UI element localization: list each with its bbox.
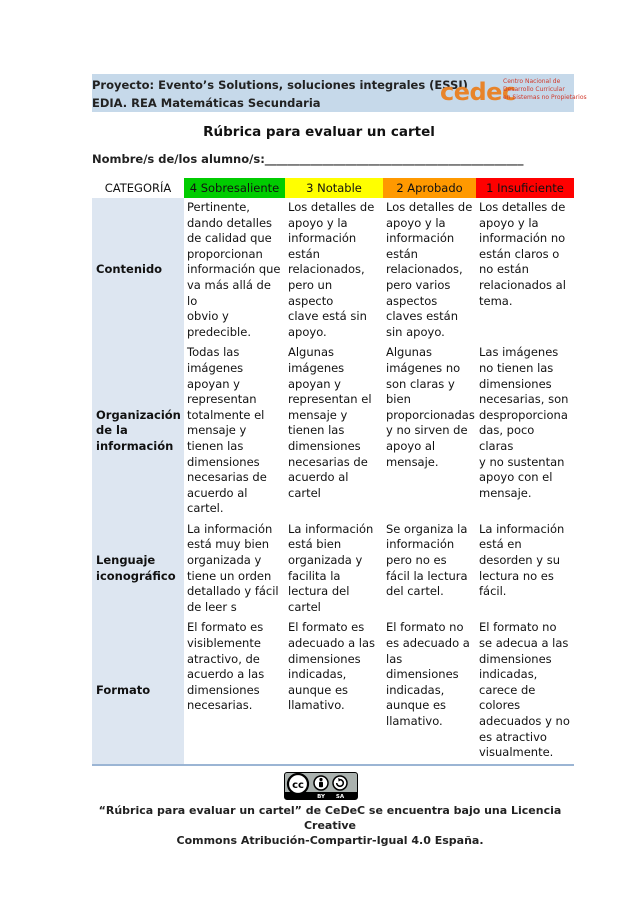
table-row bbox=[92, 343, 574, 520]
criterion-cell: Algunas imágenes apoyan y representan el mensaje y tienen las dimensiones necesarias de acuerdo al cartel bbox=[288, 345, 372, 500]
criterion-cell: Algunas imágenes no son claras y bien proporcionadas y no sirven de apoyo al mensaje. bbox=[386, 345, 475, 469]
cc-license-graphic bbox=[285, 773, 357, 799]
category-cell: Formato bbox=[92, 618, 184, 764]
category-cell: Lenguaje iconográfico bbox=[92, 520, 184, 619]
header-notable: 3 Notable bbox=[285, 178, 383, 198]
edia-subtitle: EDIA. REA Matemáticas Secundaria bbox=[92, 96, 321, 110]
cedec-logo-subline: Desarrollo Curricular bbox=[503, 86, 565, 93]
criterion-cell: Las imágenes no tienen las dimensiones necesarias, son desproporciona das, poco claras y no sustentan apoyo con el mensaje. bbox=[479, 345, 569, 500]
student-name-line: Nombre/s de/los alumno/s:_____________________________________________ bbox=[92, 152, 524, 166]
share-alike-icon bbox=[333, 776, 347, 790]
criterion-cell: Los detalles de apoyo y la información están relacionados, pero un aspecto clave está sin apoyo. bbox=[288, 200, 375, 339]
license-line: “Rúbrica para evaluar un cartel” de CeDeC se encuentra bajo una Licencia Creative bbox=[98, 804, 562, 832]
cc-license-badge bbox=[284, 772, 358, 800]
cc-icon-text: cc bbox=[292, 780, 304, 791]
criterion-cell: La información está muy bien organizada y tiene un orden detallado y fácil de leer s bbox=[187, 521, 279, 614]
rubric-header-row bbox=[92, 178, 574, 198]
cedec-logo-subline: Centro Nacional de bbox=[503, 78, 561, 85]
page-title: Rúbrica para evaluar un cartel bbox=[203, 124, 435, 140]
header-insuficiente: 1 Insuficiente bbox=[476, 178, 574, 198]
criterion-cell: Se organiza la información pero no es fácil la lectura del cartel. bbox=[386, 521, 468, 599]
category-cell: Contenido bbox=[92, 198, 184, 343]
criterion-cell: Todas las imágenes apoyan y representan totalmente el mensaje y tienen las dimensiones necesarias de acuerdo al cartel. bbox=[187, 345, 267, 516]
criterion-cell: El formato no es adecuado a las dimensiones indicadas, aunque es llamativo. bbox=[383, 618, 476, 764]
criterion-cell: Pertinente, dando detalles de calidad que proporcionan información que va más allá de lo obvio y predecible. bbox=[187, 200, 281, 339]
criterion-cell: La información está bien organizada y facilita la lectura del cartel bbox=[288, 521, 374, 614]
license-footer bbox=[80, 803, 580, 848]
sa-label: SA bbox=[335, 794, 345, 799]
criterion-cell: El formato no se adecua a las dimensiones indicadas, carece de colores adecuados y no es atractivo visualmente. bbox=[476, 618, 574, 764]
criterion-cell: El formato es adecuado a las dimensiones indicadas, aunque es llamativo. bbox=[285, 618, 383, 764]
criterion-cell: El formato es visiblemente atractivo, de acuerdo a las dimensiones necesarias. bbox=[184, 618, 285, 764]
criterion-cell: La información está en desorden y su lectura no es fácil. bbox=[479, 521, 565, 599]
header-aprobado: 2 Aprobado bbox=[383, 178, 476, 198]
table-row bbox=[92, 520, 574, 619]
license-line: Commons Atribución-Compartir-Igual 4.0 España. bbox=[176, 834, 484, 847]
cedec-logo-word: cedec bbox=[440, 78, 516, 106]
rubric-table bbox=[92, 178, 574, 766]
criterion-cell: Los detalles de apoyo y la información no están claros o no están relacionados al tema. bbox=[479, 200, 566, 308]
by-label: BY bbox=[317, 794, 325, 799]
cedec-logo bbox=[440, 76, 587, 110]
header-categoria: CATEGORÍA bbox=[92, 178, 184, 198]
table-row bbox=[92, 198, 574, 343]
category-cell: Organización de la información bbox=[92, 343, 184, 520]
criterion-cell: Los detalles de apoyo y la información están relacionados, pero varios aspectos claves están sin apoyo. bbox=[386, 200, 473, 339]
table-row bbox=[92, 618, 574, 764]
header-sobresaliente: 4 Sobresaliente bbox=[184, 178, 285, 198]
cedec-logo-subline: en Sistemas no Propietarios bbox=[503, 94, 587, 101]
project-title: Proyecto: Evento’s Solutions, soluciones integrales (ESSI) bbox=[92, 78, 468, 92]
